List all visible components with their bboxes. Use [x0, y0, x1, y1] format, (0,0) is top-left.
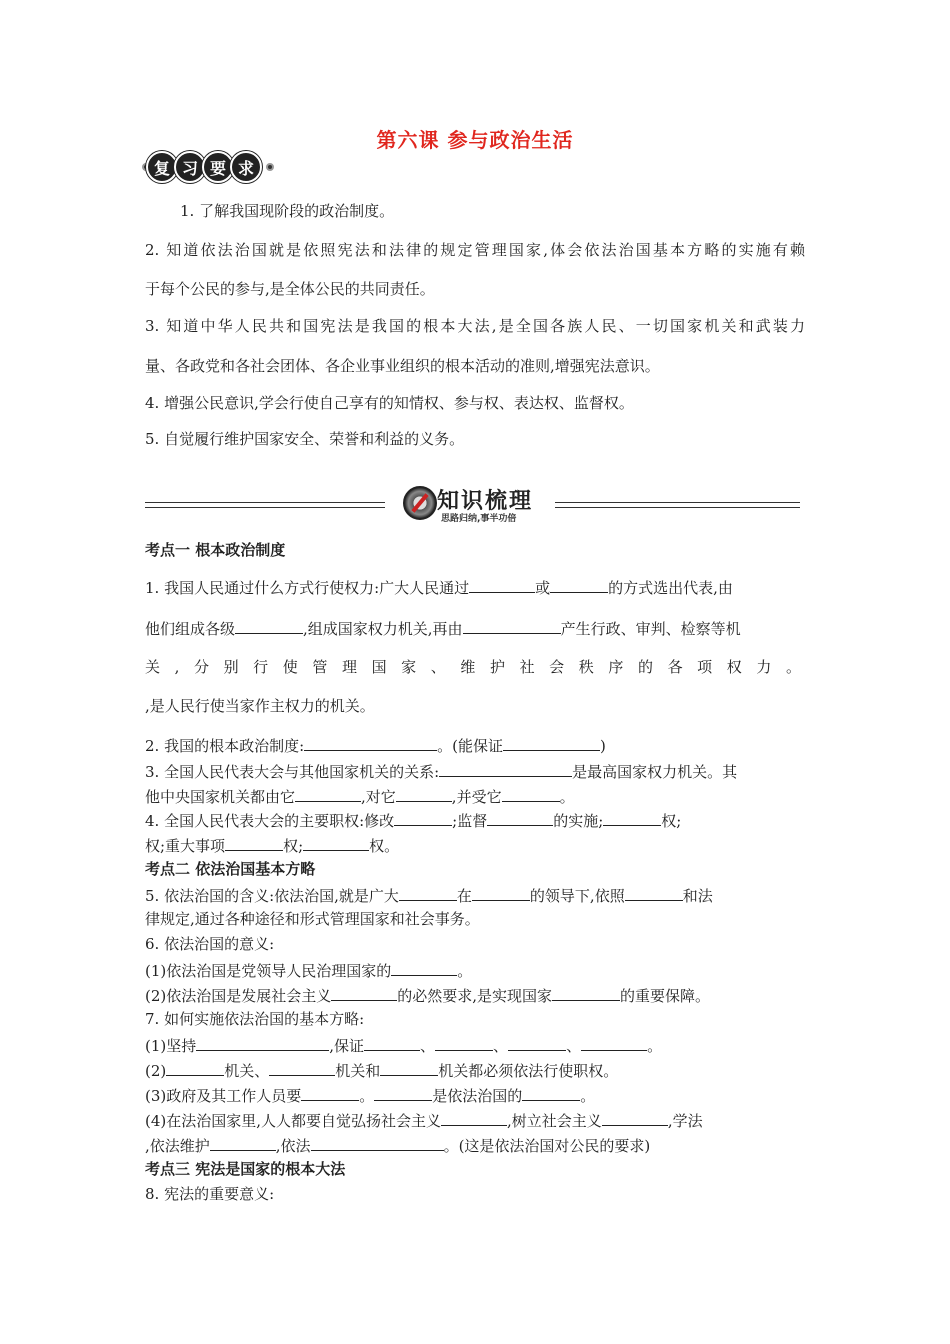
blank-field[interactable] — [391, 959, 457, 976]
review-requirements-badge — [142, 150, 274, 184]
requirement-2-cont: 于每个公民的参与,是全体公民的共同责任。 — [145, 280, 435, 298]
blank-field[interactable] — [522, 1084, 580, 1101]
requirement-5: 5. 自觉履行维护国家安全、荣誉和利益的义务。 — [145, 430, 465, 448]
blank-field[interactable] — [399, 884, 457, 901]
requirement-1: 1. 了解我国现阶段的政治制度。 — [180, 202, 395, 220]
blank-field[interactable] — [603, 809, 661, 826]
requirement-4: 4. 增强公民意识,学会行使自己享有的知情权、参与权、表达权、监督权。 — [145, 394, 634, 412]
blank-field[interactable] — [602, 1109, 668, 1126]
blank-field[interactable] — [303, 834, 369, 851]
q1-line3: 关,分别行使管理国家、维护社会秩序的各项权力。 — [145, 658, 816, 676]
blank-field[interactable] — [396, 785, 452, 802]
blank-field[interactable] — [441, 1109, 507, 1126]
q8-line: 8. 宪法的重要意义: — [145, 1185, 275, 1203]
q7-line6: ,依法维护 ,依法 。(这是依法治国对公民的要求) — [145, 1134, 650, 1156]
blank-field[interactable] — [550, 576, 608, 593]
blank-field[interactable] — [439, 760, 572, 777]
q7-line5: (4)在法治国家里,人人都要自觉弘扬社会主义 ,树立社会主义 ,学法 — [145, 1109, 703, 1131]
q1-line1: 1. 我国人民通过什么方式行使权力:广大人民通过 或 的方式选出代表,由 — [145, 576, 733, 598]
blank-field[interactable] — [503, 734, 600, 751]
banner-rule-left — [145, 502, 385, 508]
blank-field[interactable] — [225, 834, 283, 851]
q4-line2: 权;重大事项 权; 权。 — [145, 834, 399, 856]
section-subtitle: 思路归纳,事半功倍 — [441, 514, 517, 524]
banner-rule-right — [555, 502, 800, 508]
requirement-3-cont: 量、各政党和各社会团体、各企业事业组织的根本活动的准则,增强宪法意识。 — [145, 357, 660, 375]
blank-field[interactable] — [311, 1134, 444, 1151]
blank-field[interactable] — [235, 617, 303, 634]
blank-field[interactable] — [166, 1059, 224, 1076]
blank-field[interactable] — [304, 734, 437, 751]
compass-icon — [403, 486, 437, 520]
q1-line2: 他们组成各级 ,组成国家权力机关,再由 产生行政、审判、检察等机 — [145, 617, 741, 639]
blank-field[interactable] — [508, 1034, 566, 1051]
requirement-2: 2. 知道依法治国就是依照宪法和法律的规定管理国家,体会依法治国基本方略的实施有赖 — [145, 241, 805, 259]
q1-line4: ,是人民行使当家作主权力的机关。 — [145, 697, 375, 715]
badge-char: 习 — [174, 151, 206, 183]
q7-line3: (2) 机关、 机关和 机关都必须依法行使职权。 — [145, 1059, 618, 1081]
blank-field[interactable] — [196, 1034, 329, 1051]
blank-field[interactable] — [380, 1059, 438, 1076]
badge-dot-right — [266, 163, 274, 171]
blank-field[interactable] — [581, 1034, 647, 1051]
blank-field[interactable] — [295, 785, 361, 802]
badge-char: 求 — [230, 151, 262, 183]
kp2-heading: 考点二 依法治国基本方略 — [145, 860, 316, 878]
kp1-heading: 考点一 根本政治制度 — [145, 541, 286, 559]
blank-field[interactable] — [301, 1084, 359, 1101]
q7-line2: (1)坚持 ,保证 、 、 、 。 — [145, 1034, 662, 1056]
blank-field[interactable] — [269, 1059, 335, 1076]
blank-field[interactable] — [463, 617, 561, 634]
q6-line3: (2)依法治国是发展社会主义 的必然要求,是实现国家 的重要保障。 — [145, 984, 710, 1006]
blank-field[interactable] — [552, 984, 620, 1001]
section-banner — [145, 484, 800, 524]
q7-line1: 7. 如何实施依法治国的基本方略: — [145, 1010, 365, 1028]
q3-line2: 他中央国家机关都由它 ,对它 ,并受它 。 — [145, 785, 575, 807]
q5-line1: 5. 依法治国的含义:依法治国,就是广大 在 的领导下,依照 和法 — [145, 884, 713, 906]
q6-line2: (1)依法治国是党领导人民治理国家的 。 — [145, 959, 472, 981]
blank-field[interactable] — [394, 809, 452, 826]
kp3-heading: 考点三 宪法是国家的根本大法 — [145, 1160, 346, 1178]
badge-char: 要 — [202, 151, 234, 183]
blank-field[interactable] — [487, 809, 553, 826]
q5-line2: 律规定,通过各种途径和形式管理国家和社会事务。 — [145, 910, 480, 928]
q4-line1: 4. 全国人民代表大会的主要职权:修改 ;监督 的实施; 权; — [145, 809, 681, 831]
blank-field[interactable] — [472, 884, 530, 901]
q7-line4: (3)政府及其工作人员要 。 是依法治国的 。 — [145, 1084, 595, 1106]
badge-char: 复 — [146, 151, 178, 183]
requirement-3: 3. 知道中华人民共和国宪法是我国的根本大法,是全国各族人民、一切国家机关和武装力 — [145, 317, 805, 335]
blank-field[interactable] — [364, 1034, 420, 1051]
blank-field[interactable] — [625, 884, 683, 901]
blank-field[interactable] — [502, 785, 560, 802]
q2-line: 2. 我国的根本政治制度: 。(能保证 ) — [145, 734, 606, 756]
q6-line1: 6. 依法治国的意义: — [145, 935, 275, 953]
blank-field[interactable] — [374, 1084, 432, 1101]
blank-field[interactable] — [210, 1134, 276, 1151]
q3-line1: 3. 全国人民代表大会与其他国家机关的关系: 是最高国家权力机关。其 — [145, 760, 737, 782]
blank-field[interactable] — [435, 1034, 493, 1051]
blank-field[interactable] — [469, 576, 535, 593]
blank-field[interactable] — [331, 984, 397, 1001]
page-title: 第六课 参与政治生活 — [376, 128, 574, 152]
section-title: 知识梳理 — [437, 489, 534, 514]
